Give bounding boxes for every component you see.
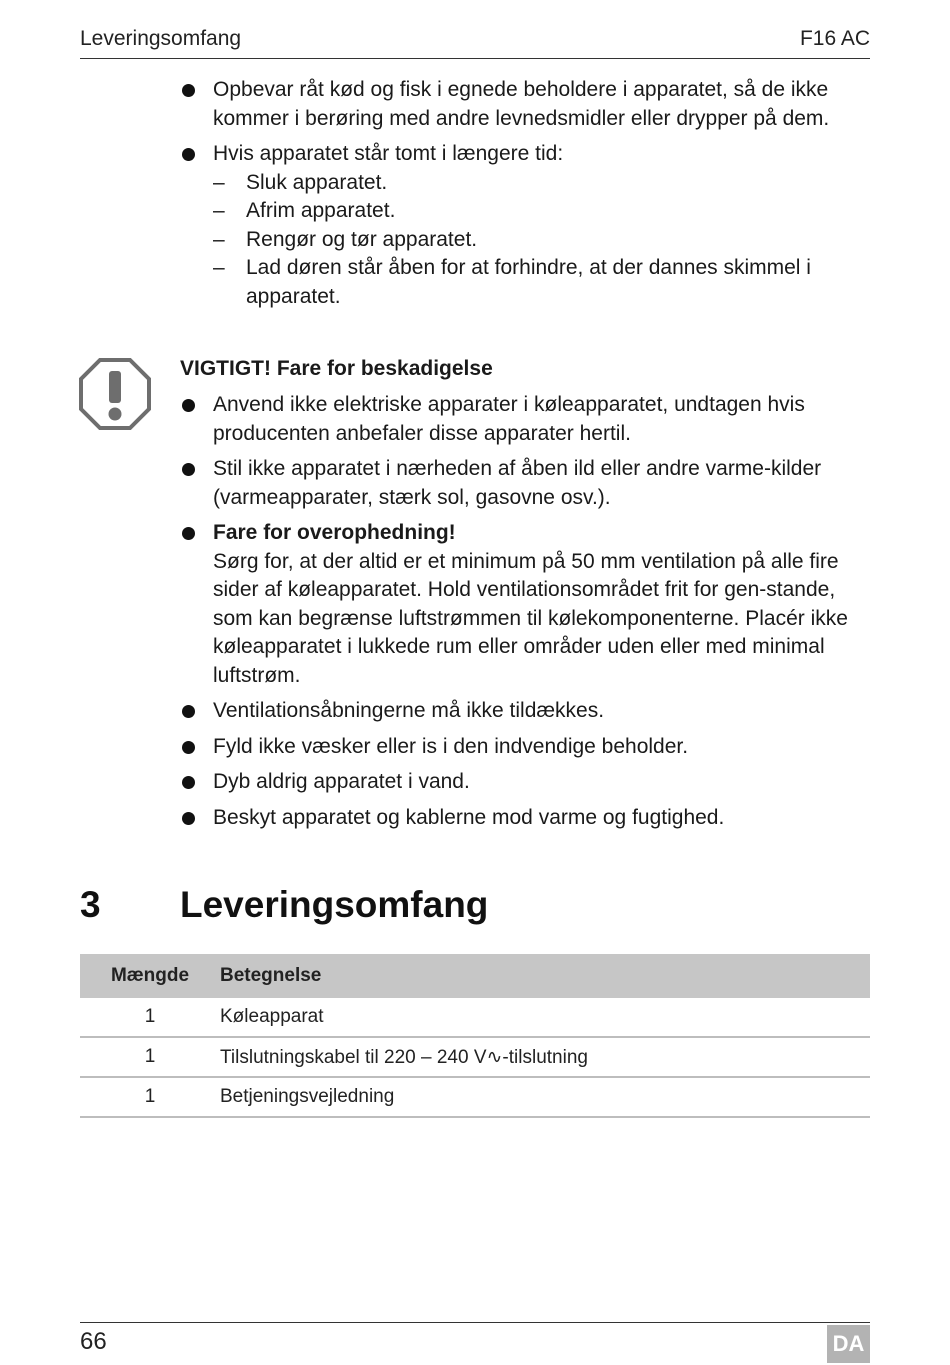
bullet-icon: [182, 463, 195, 476]
exclamation-octagon-icon: [79, 358, 151, 430]
bullet-icon: [182, 705, 195, 718]
list-item: Hvis apparatet står tomt i længere tid: – Sluk apparatet. – Afrim apparatet. – Rengør og tør apparatet. – Lad døren står åben for at forhindre, at der dannes skimmel i apparatet.: [180, 140, 870, 311]
header-quantity: Mængde: [80, 954, 220, 998]
bullet-icon: [182, 812, 195, 825]
warning-list: [180, 391, 870, 839]
list-item: Fyld ikke væsker eller is i den indvendige beholder.: [180, 733, 870, 762]
scope-of-delivery-table: [80, 954, 870, 1118]
table-row: [80, 998, 870, 1037]
cell-designation: Tilslutningskabel til 220 – 240 V∿-tilslutning: [220, 1037, 870, 1077]
section-heading: [80, 880, 870, 932]
page-header: [80, 26, 870, 59]
dash-icon: –: [213, 256, 225, 279]
bullet-icon: [182, 741, 195, 754]
header-section-title: Leveringsomfang: [80, 27, 242, 50]
cell-quantity: 1: [80, 1077, 220, 1117]
dash-icon: –: [213, 199, 225, 222]
list-item: Opbevar råt kød og fisk i egnede beholdere i apparatet, så de ikke kommer i berøring med andre levnedsmidler eller drypper på dem.: [180, 76, 870, 133]
list-item: Dyb aldrig apparatet i vand.: [180, 768, 870, 797]
header-model: F16 AC: [799, 27, 870, 50]
bullet-icon: [182, 84, 195, 97]
dash-icon: –: [213, 170, 225, 194]
cell-designation: Køleapparat: [220, 998, 870, 1037]
section-number: 3: [80, 884, 101, 925]
footer-divider: [80, 1322, 870, 1323]
table-row: [80, 1037, 870, 1077]
list-item: Stil ikke apparatet i nærheden af åben ild eller andre varme-kilder (varmeapparater, stærk sol, gasovne osv.).: [180, 455, 870, 512]
storage-instructions-list: [180, 76, 870, 318]
list-item: [180, 519, 870, 690]
cell-quantity: 1: [80, 1037, 220, 1077]
list-item: Beskyt apparatet og kablerne mod varme og fugtighed.: [180, 804, 870, 833]
sub-list-item: – Rengør og tør apparatet.: [213, 226, 870, 255]
header-designation: Betegnelse: [220, 954, 870, 998]
bullet-icon: [182, 399, 195, 412]
sub-list-item: – Sluk apparatet.: [213, 169, 870, 198]
dash-icon: –: [213, 227, 225, 251]
list-item: Anvend ikke elektriske apparater i køleapparatet, undtagen hvis producenten anbefaler disse apparater hertil.: [180, 391, 870, 448]
sub-list-item: – Lad døren står åben for at forhindre, at der dannes skimmel i apparatet.: [213, 256, 811, 308]
language-badge: DA: [827, 1325, 870, 1363]
page-number: 66: [80, 1328, 107, 1355]
table-header-row: [80, 954, 870, 998]
cell-designation: Betjeningsvejledning: [220, 1077, 870, 1117]
bullet-icon: [182, 148, 195, 161]
bullet-icon: [182, 776, 195, 789]
bullet-icon: [182, 527, 195, 540]
sub-list-item: – Afrim apparatet.: [213, 197, 870, 226]
section-title: Leveringsomfang: [180, 884, 489, 925]
table-row: [80, 1077, 870, 1117]
warning-title: VIGTIGT! Fare for beskadigelse: [180, 357, 493, 380]
cell-quantity: 1: [80, 998, 220, 1037]
overheating-body: Sørg for, at der altid er et minimum på 50 mm ventilation på alle fire sider af køleapparatet. Hold ventilationsområdet frit for gen-stande, som kan begrænse luftstrømmen til kølekomponenterne. Placér ikke køleapparatet i lukkede rum eller områder uden eller med minimal luftstrøm.: [213, 549, 848, 687]
overheating-title: Fare for overophedning!: [213, 521, 456, 544]
list-item: Ventilationsåbningerne må ikke tildækkes.: [180, 697, 870, 726]
